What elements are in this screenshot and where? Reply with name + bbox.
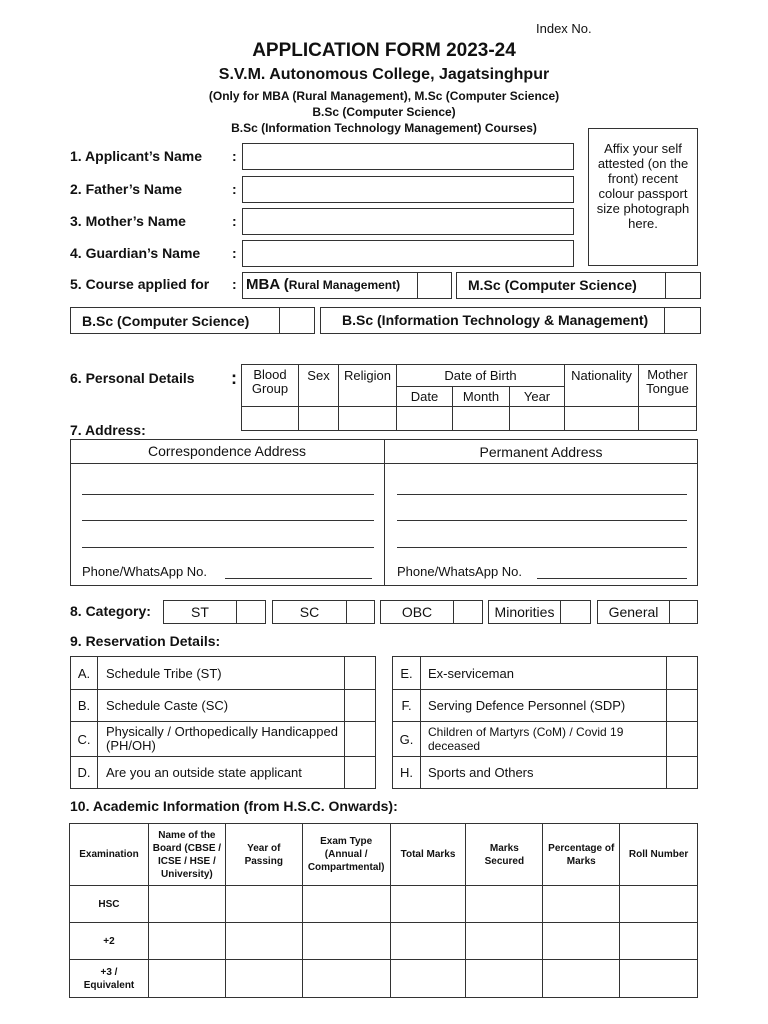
academic-cell[interactable] bbox=[466, 960, 543, 998]
reservation-key: C. bbox=[71, 722, 98, 757]
mother-name-input[interactable] bbox=[242, 208, 574, 235]
colon: : bbox=[232, 245, 237, 261]
permanent-phone-label: Phone/WhatsApp No. bbox=[397, 564, 523, 579]
correspondence-phone-label: Phone/WhatsApp No. bbox=[82, 564, 208, 579]
academic-cell[interactable] bbox=[148, 886, 225, 923]
academic-cell[interactable] bbox=[390, 960, 466, 998]
address-divider bbox=[384, 439, 385, 586]
correspondence-line-2[interactable] bbox=[82, 520, 374, 521]
category-sc-checkbox[interactable] bbox=[346, 600, 375, 624]
category-label: 8. Category: bbox=[70, 603, 151, 619]
reservation-left-table bbox=[70, 656, 376, 789]
reservation-text: Serving Defence Personnel (SDP) bbox=[421, 690, 667, 722]
dob-year-input[interactable] bbox=[510, 407, 565, 431]
permanent-line-3[interactable] bbox=[397, 547, 687, 548]
permanent-line-1[interactable] bbox=[397, 494, 687, 495]
dob-date-input[interactable] bbox=[397, 407, 453, 431]
course-note-1: (Only for MBA (Rural Management), M.Sc (Computer Science) bbox=[208, 89, 560, 103]
academic-cell[interactable] bbox=[302, 960, 390, 998]
religion-header: Religion bbox=[339, 365, 397, 407]
personal-details-table bbox=[241, 364, 697, 431]
academic-cell[interactable] bbox=[225, 886, 302, 923]
academic-row-label: HSC bbox=[70, 886, 149, 923]
reservation-text: Children of Martyrs (CoM) / Covid 19 deceased bbox=[421, 722, 667, 757]
category-sc bbox=[272, 600, 347, 624]
bsc-itm-text: B.Sc (Information Technology & Management) bbox=[342, 312, 649, 328]
academic-cell[interactable] bbox=[543, 923, 620, 960]
academic-header: Percentage of Marks bbox=[543, 824, 620, 886]
colon: : bbox=[232, 276, 237, 292]
category-obc-text: OBC bbox=[401, 604, 433, 620]
academic-cell[interactable] bbox=[466, 886, 543, 923]
nationality-header: Nationality bbox=[565, 365, 639, 407]
reservation-checkbox-st[interactable] bbox=[345, 657, 376, 690]
academic-cell[interactable] bbox=[620, 923, 698, 960]
reservation-key: G. bbox=[393, 722, 421, 757]
nationality-input[interactable] bbox=[565, 407, 639, 431]
dob-month-input[interactable] bbox=[453, 407, 510, 431]
reservation-checkbox-com[interactable] bbox=[667, 722, 698, 757]
course-option-bsc-cs bbox=[70, 307, 280, 334]
month-header: Month bbox=[453, 387, 510, 407]
course-option-bsc-itm bbox=[320, 307, 665, 334]
category-st-checkbox[interactable] bbox=[236, 600, 266, 624]
applicant-name-input[interactable] bbox=[242, 143, 574, 170]
academic-cell[interactable] bbox=[225, 960, 302, 998]
photo-box-text: Affix your self attested (on the front) recent colour passport size photograph here. bbox=[596, 141, 690, 231]
course-checkbox-mba[interactable] bbox=[417, 272, 452, 299]
correspondence-line-3[interactable] bbox=[82, 547, 374, 548]
colon: : bbox=[232, 181, 237, 197]
category-general-checkbox[interactable] bbox=[669, 600, 698, 624]
reservation-key: D. bbox=[71, 757, 98, 789]
academic-cell[interactable] bbox=[620, 960, 698, 998]
form-title: APPLICATION FORM 2023-24 bbox=[252, 40, 516, 61]
index-no-label: Index No. bbox=[536, 21, 592, 36]
reservation-checkbox-outside[interactable] bbox=[345, 757, 376, 789]
course-note-3: B.Sc (Information Technology Management) Courses) bbox=[231, 121, 537, 135]
academic-header: Name of the Board (CBSE / ICSE / HSE / University) bbox=[148, 824, 225, 886]
academic-cell[interactable] bbox=[148, 960, 225, 998]
msc-text: M.Sc (Computer Science) bbox=[468, 277, 637, 293]
reservation-right-table bbox=[392, 656, 698, 789]
reservation-key: H. bbox=[393, 757, 421, 789]
reservation-checkbox-ph[interactable] bbox=[345, 722, 376, 757]
category-general bbox=[597, 600, 670, 624]
reservation-text: Are you an outside state applicant bbox=[98, 757, 345, 789]
father-name-label: 2. Father’s Name bbox=[70, 181, 183, 197]
academic-cell[interactable] bbox=[620, 886, 698, 923]
permanent-address-header: Permanent Address bbox=[479, 444, 603, 460]
year-header: Year bbox=[510, 387, 565, 407]
category-minorities bbox=[488, 600, 561, 624]
reservation-key: F. bbox=[393, 690, 421, 722]
applicant-name-label: 1. Applicant’s Name bbox=[70, 148, 203, 164]
academic-label: 10. Academic Information (from H.S.C. Onwards): bbox=[70, 798, 398, 814]
reservation-label: 9. Reservation Details: bbox=[70, 633, 221, 649]
category-sc-text: SC bbox=[299, 604, 320, 620]
permanent-line-2[interactable] bbox=[397, 520, 687, 521]
sex-header: Sex bbox=[299, 365, 339, 407]
category-st bbox=[163, 600, 237, 624]
reservation-text: Ex-serviceman bbox=[421, 657, 667, 690]
academic-cell[interactable] bbox=[148, 923, 225, 960]
academic-cell[interactable] bbox=[225, 923, 302, 960]
reservation-checkbox-sdp[interactable] bbox=[667, 690, 698, 722]
category-minorities-checkbox[interactable] bbox=[560, 600, 591, 624]
correspondence-address-header: Correspondence Address bbox=[148, 443, 306, 459]
college-name: S.V.M. Autonomous College, Jagatsinghpur bbox=[218, 66, 550, 83]
father-name-input[interactable] bbox=[242, 176, 574, 203]
academic-cell[interactable] bbox=[390, 923, 466, 960]
colon: : bbox=[232, 213, 237, 229]
mother-name-label: 3. Mother’s Name bbox=[70, 213, 186, 229]
academic-header: Year of Passing bbox=[225, 824, 302, 886]
academic-header: Total Marks bbox=[390, 824, 466, 886]
sex-input[interactable] bbox=[299, 407, 339, 431]
permanent-phone-input[interactable] bbox=[537, 578, 687, 579]
reservation-checkbox-sc[interactable] bbox=[345, 690, 376, 722]
academic-cell[interactable] bbox=[390, 886, 466, 923]
address-label: 7. Address: bbox=[70, 422, 146, 438]
category-minorities-text: Minorities bbox=[494, 604, 555, 620]
academic-cell[interactable] bbox=[302, 886, 390, 923]
reservation-checkbox-ex[interactable] bbox=[667, 657, 698, 690]
course-option-msc bbox=[456, 272, 666, 299]
academic-cell[interactable] bbox=[302, 923, 390, 960]
address-header-line bbox=[70, 463, 698, 464]
mba-main-text: MBA ( bbox=[246, 276, 289, 293]
course-label: 5. Course applied for bbox=[70, 276, 210, 292]
academic-cell[interactable] bbox=[466, 923, 543, 960]
academic-table bbox=[69, 823, 698, 998]
category-obc-checkbox[interactable] bbox=[453, 600, 483, 624]
academic-header: Marks Secured bbox=[466, 824, 543, 886]
category-st-text: ST bbox=[191, 604, 209, 620]
academic-header: Roll Number bbox=[620, 824, 698, 886]
reservation-text: Physically / Orthopedically Handicapped (PH/OH) bbox=[98, 722, 345, 757]
reservation-key: E. bbox=[393, 657, 421, 690]
academic-cell[interactable] bbox=[543, 960, 620, 998]
reservation-checkbox-sports[interactable] bbox=[667, 757, 698, 789]
dob-header: Date of Birth bbox=[397, 365, 565, 387]
reservation-text: Sports and Others bbox=[421, 757, 667, 789]
course-option-mba bbox=[242, 272, 418, 299]
blood-group-header: Blood Group bbox=[242, 365, 299, 407]
guardian-name-label: 4. Guardian’s Name bbox=[70, 245, 201, 261]
course-checkbox-bsc-itm[interactable] bbox=[664, 307, 701, 334]
blood-group-input[interactable] bbox=[242, 407, 299, 431]
academic-row-label: +3 / Equivalent bbox=[70, 960, 149, 998]
correspondence-phone-input[interactable] bbox=[225, 578, 372, 579]
colon: : bbox=[231, 368, 237, 388]
personal-details-label: 6. Personal Details bbox=[70, 370, 195, 386]
reservation-key: A. bbox=[71, 657, 98, 690]
colon: : bbox=[232, 148, 237, 164]
mother-tongue-header: Mother Tongue bbox=[639, 365, 697, 407]
category-obc bbox=[380, 600, 454, 624]
photo-box bbox=[588, 128, 698, 266]
guardian-name-input[interactable] bbox=[242, 240, 574, 267]
course-checkbox-msc[interactable] bbox=[665, 272, 701, 299]
category-general-text: General bbox=[608, 604, 659, 620]
correspondence-line-1[interactable] bbox=[82, 494, 374, 495]
date-header: Date bbox=[397, 387, 453, 407]
religion-input[interactable] bbox=[339, 407, 397, 431]
bsc-cs-text: B.Sc (Computer Science) bbox=[82, 313, 250, 329]
reservation-text: Schedule Caste (SC) bbox=[98, 690, 345, 722]
reservation-key: B. bbox=[71, 690, 98, 722]
mba-sub-text: Rural Management) bbox=[288, 278, 401, 292]
mother-tongue-input[interactable] bbox=[639, 407, 697, 431]
academic-row-label: +2 bbox=[70, 923, 149, 960]
academic-header: Examination bbox=[70, 824, 149, 886]
reservation-text: Schedule Tribe (ST) bbox=[98, 657, 345, 690]
course-checkbox-bsc-cs[interactable] bbox=[279, 307, 315, 334]
academic-header: Exam Type (Annual / Compartmental) bbox=[302, 824, 390, 886]
academic-cell[interactable] bbox=[543, 886, 620, 923]
course-note-2: B.Sc (Computer Science) bbox=[312, 105, 456, 119]
